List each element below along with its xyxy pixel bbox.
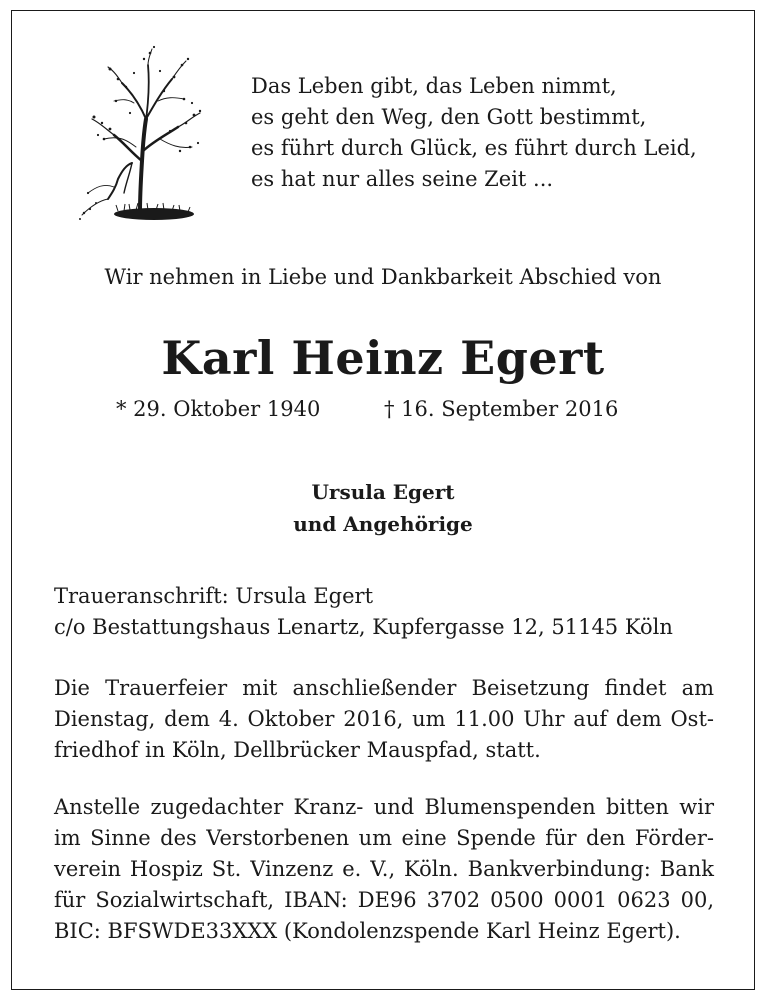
farewell-intro: Wir nehmen in Liebe und Dankbarkeit Abschied von <box>104 265 662 289</box>
mourning-address <box>54 581 673 643</box>
funeral-service-paragraph: Die Trauerfeier mit anschließender Beisetzung findet am Dienstag, dem 4. Oktober 2016, um 11.00 Uhr auf dem Ost-friedhof in Köln, Dellbrücker Mauspfad, statt. <box>54 676 714 762</box>
mourners <box>12 476 754 540</box>
mourner-line: Ursula Egert <box>311 480 455 504</box>
donation-paragraph: Anstelle zugedachter Kranz- und Blumenspenden bitten wir im Sinne des Verstorbenen um eine Spende für den Förder-verein Hospiz St. Vinzenz e. V., Köln. Bankverbindung: Bank für Sozialwirtschaft, IBAN: DE96 3702 0500 0001 0623 00, BIC: BFSWDE33XXX (Kondolenzspende Karl Heinz Egert). <box>54 795 714 943</box>
address-line: Traueranschrift: Ursula Egert <box>54 584 374 608</box>
poem-line: es führt durch Glück, es führt durch Leid, <box>251 136 697 160</box>
deceased-name: Karl Heinz Egert <box>161 331 605 385</box>
poem-line: es geht den Weg, den Gott bestimmt, <box>251 105 647 129</box>
obituary-notice <box>11 10 755 990</box>
poem-line: es hat nur alles seine Zeit ... <box>251 167 554 191</box>
poem-line: Das Leben gibt, das Leben nimmt, <box>251 74 617 98</box>
address-line: c/o Bestattungshaus Lenartz, Kupfergasse 12, 51145 Köln <box>54 615 673 639</box>
tree-icon <box>74 43 206 231</box>
birth-date: * 29. Oktober 1940 <box>116 397 321 421</box>
death-date: † 16. September 2016 <box>384 397 619 421</box>
mourner-line: und Angehörige <box>293 512 473 536</box>
poem <box>251 71 697 195</box>
